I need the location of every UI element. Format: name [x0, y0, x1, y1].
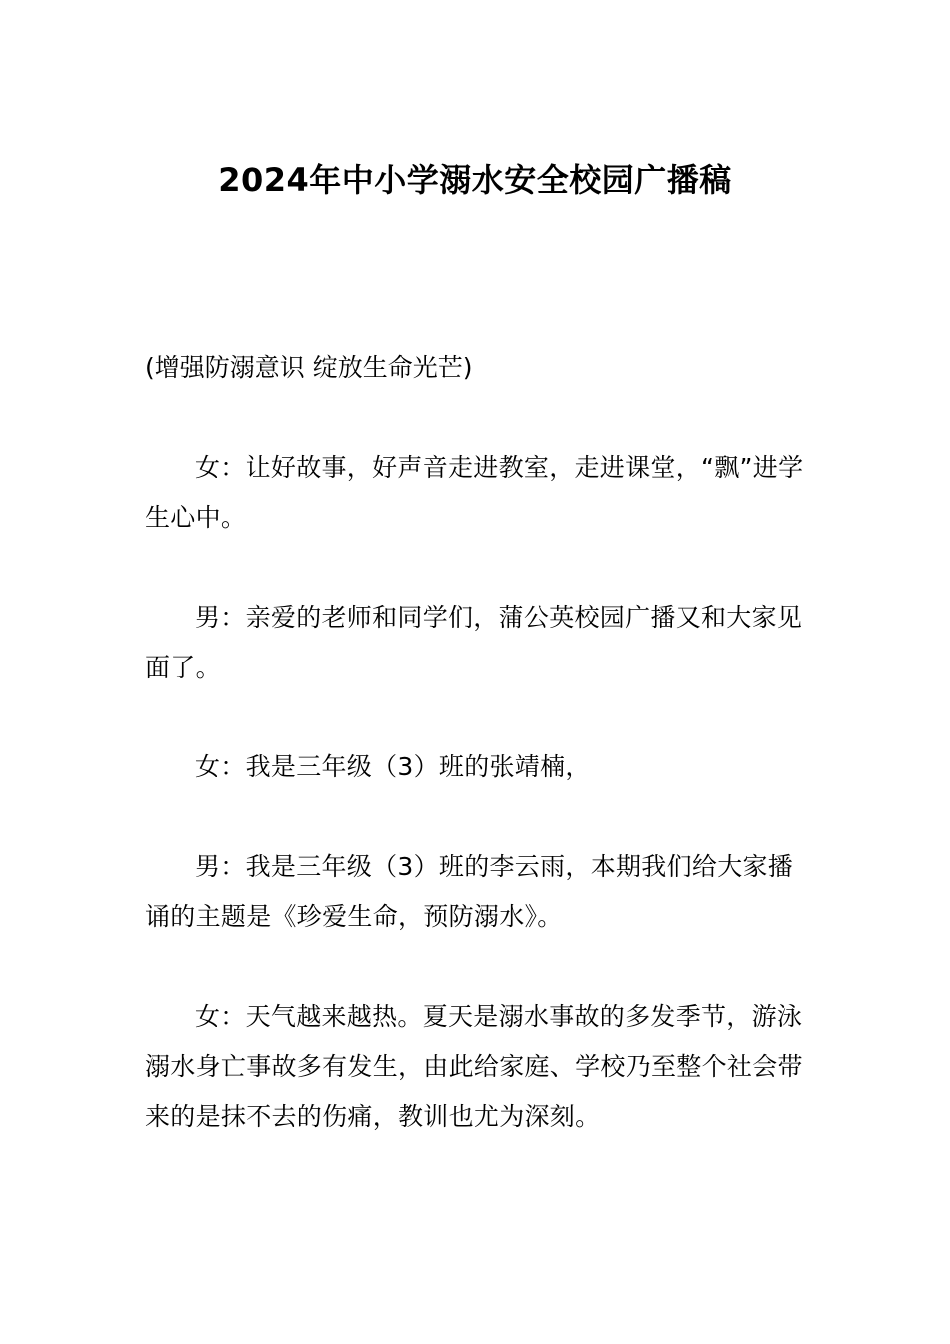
paragraph-5: 女：天气越来越热。夏天是溺水事故的多发季节，游泳溺水身亡事故多有发生，由此给家庭、学校乃至整个社会带来的是抹不去的伤痛，教训也尤为深刻。 — [145, 1002, 803, 1131]
paragraph-1: 女：让好故事，好声音走进教室，走进课堂，“飘”进学生心中。 — [145, 453, 804, 532]
paragraph-3: 女：我是三年级（3）班的张靖楠， — [195, 752, 591, 781]
document-title: 2024年中小学溺水安全校园广播稿 — [218, 161, 732, 199]
paragraph-4: 男：我是三年级（3）班的李云雨，本期我们给大家播诵的主题是《珍爱生命，预防溺水》。 — [145, 852, 794, 931]
document-subtitle: (增强防溺意识 绽放生命光芒) — [145, 353, 473, 382]
paragraph-2: 男：亲爱的老师和同学们，蒲公英校园广播又和大家见面了。 — [145, 603, 803, 682]
